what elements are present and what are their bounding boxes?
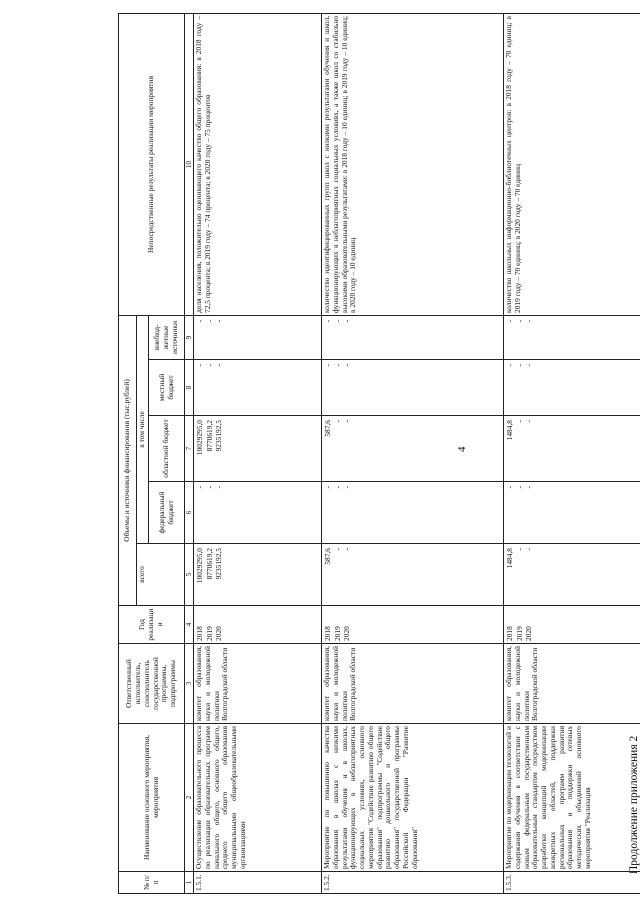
row-num: 1.5.1. [194,872,322,894]
row-exec: комитет образования, науки и молодежной политики Волгоградской области [322,644,504,724]
row-total: 1484,8 - - [504,544,640,606]
colnum: 4 [185,606,194,644]
row-local: - - - [322,360,504,416]
table-row [504,13,640,893]
row-num: 1.5.3. [504,872,640,894]
header-name: Наименование основного мероприятия, мероприятия [119,724,185,872]
row-total: 10029295,0 8770619,2 9235192,5 [194,544,322,606]
header-regional: областной бюджет [149,416,185,482]
header-exec: Ответственный исполнитель, соисполнитель государственной программы, подпрограммы [119,644,185,724]
column-number-row [185,13,194,893]
colnum: 1 [185,872,194,894]
header-year: Год реализации [119,606,185,644]
continuation-title: Продолжение приложения 2 [628,735,640,874]
row-name: Осуществление образовательного процесса по реализации образовательных программ начального общего, основного общего, среднего общего образования муниципальными общеобразовательными организациями [194,724,322,872]
row-exec: комитет образования, науки и молодежной политики Волгоградской области [194,644,322,724]
rotated-table-wrapper [118,14,630,894]
row-regional: 10029295,0 8770619,2 9235192,5 [194,416,322,482]
colnum: 2 [185,724,194,872]
row-name: Мероприятие по повышению качества образования в школах с низкими результатами обучения и в школах, функционирующих в неблагоприятных социальных условиях, основного мероприятия "Содействие развитию общего образования" подпрограммы "Содействие развитию дошкольного и общего образования" государственной программы Российской Федерации "Развитие образования" [322,724,504,872]
row-name: Мероприятие по модернизации технологий и содержания обучения в соответствии с новым федеральным государственным образовательным стандартом посредством разработки концепций модернизации конкретных областей, поддержки региональных программ развития образования и поддержки сетевых методических объединений основного мероприятия "Реализация [504,724,640,872]
row-years: 2018 2019 2020 [194,606,322,644]
header-incl: в том числе [137,315,149,543]
row-total: 587,6 - - [322,544,504,606]
header-local: местный бюджет [149,360,185,416]
row-results: количество школьных информационно-библиотечных центров: в 2018 году – 70 единиц; в 2019 году – 70 единиц; в 2020 году – 70 единиц [504,13,640,315]
header-num: № п/п [119,872,185,894]
colnum: 5 [185,544,194,606]
row-extra: - - - [504,315,640,359]
row-years: 2018 2019 2020 [504,606,640,644]
header-results: Непосредственные результаты реализации мероприятия [119,13,185,315]
page-number: 4 [456,446,468,452]
colnum: 8 [185,360,194,416]
header-volumes: Объемы и источники финансирования (тыс.рублей) [119,315,137,605]
row-federal: - - - [194,482,322,544]
row-local: - - - [194,360,322,416]
row-results: количество идентифицированных групп школ с низкими результатами обучения и школ, функционирующих в неблагоприятных социальных условиях, а также школ со стабильно высокими образовательными результатами: в 2018 году – 10 единиц; в 2019 году – 10 единиц; в 2020 году – 10 единиц [322,13,504,315]
row-federal: - - - [322,482,504,544]
financing-table [118,13,640,894]
colnum: 9 [185,315,194,359]
header-extra: внебюд-жетные источники [149,315,185,359]
row-federal: - - - [504,482,640,544]
table-row [322,13,504,893]
row-local: - - - [504,360,640,416]
colnum: 3 [185,644,194,724]
row-extra: - - - [194,315,322,359]
header-total: всего [137,544,185,606]
row-years: 2018 2019 2020 [322,606,504,644]
row-results: доля населения, положительно оценивающего качество общего образования: в 2018 году – 72,5 процента; в 2019 году – 74 процента; в 2020 году – 75 процентов [194,13,322,315]
colnum: 10 [185,13,194,315]
row-regional: 1484,8 - - [504,416,640,482]
colnum: 6 [185,482,194,544]
header-federal: федеральный бюджет [149,482,185,544]
table-row [194,13,322,893]
row-num: 1.5.2. [322,872,504,894]
row-extra: - - - [322,315,504,359]
row-regional: 587,6 - - [322,416,504,482]
row-exec: комитет образования, науки и молодежной политики Волгоградской области [504,644,640,724]
colnum: 7 [185,416,194,482]
